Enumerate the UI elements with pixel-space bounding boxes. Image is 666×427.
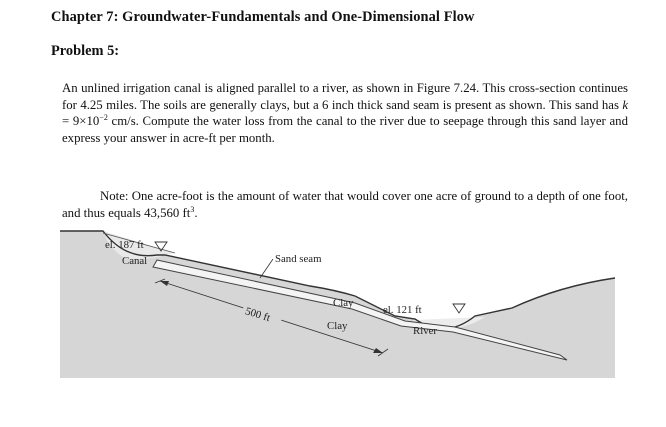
sand-seam-leader: [260, 259, 273, 278]
problem-text-part1: An unlined irrigation canal is aligned parallel to a river, as shown in Figure 7.24. This cross-section continues for 4.25 miles. The soils are generally clays, but a 6 inch thick sand seam is present as shown. This sand has: [62, 81, 628, 112]
sand-seam-label: Sand seam: [275, 253, 322, 265]
river-label: River: [413, 325, 437, 337]
problem-text-part2: cm/s. Compute the water loss from the canal to the river due to seepage through this sand layer and express your answer in acre-ft per month.: [62, 114, 628, 145]
clay-upper-label: Clay: [333, 297, 354, 309]
problem-title: Problem 5:: [51, 43, 120, 59]
cross-section-figure: [55, 228, 635, 378]
note-text: Note: One acre-foot is the amount of water that would cover one acre of ground to a depth of one foot, and thus equals 43,560 ft: [62, 189, 628, 220]
note: [62, 188, 628, 221]
k-value: = 9×10: [62, 114, 100, 129]
canal-elevation-label: el. 187 ft: [105, 239, 144, 251]
clay-lower-label: Clay: [327, 320, 348, 332]
k-symbol: k: [622, 97, 628, 112]
river-water-level-icon: [453, 304, 465, 313]
note-exponent: 3: [190, 204, 195, 214]
chapter-title: Chapter 7: Groundwater-Fundamentals and One-Dimensional Flow: [51, 9, 475, 25]
problem-statement: [62, 80, 628, 146]
k-exponent: −2: [99, 113, 108, 123]
river-elevation-label: el. 121 ft: [383, 304, 422, 316]
distance-label: 500 ft: [243, 305, 272, 325]
canal-label: Canal: [122, 255, 148, 267]
note-end: .: [194, 205, 198, 220]
